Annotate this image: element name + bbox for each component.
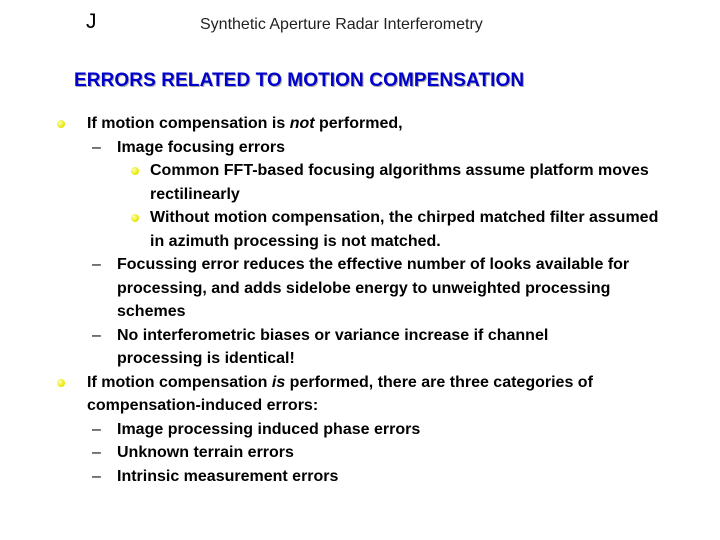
yellow-dot-icon xyxy=(57,379,65,387)
sub-item-text: Focussing error reduces the effective number of looks available for processing, and adds sidelobe energy to unweighted processing schemes xyxy=(117,256,630,320)
sub-item-text: Image focusing errors xyxy=(117,138,286,156)
yellow-dot-icon xyxy=(57,120,65,128)
yellow-dot-icon xyxy=(131,167,139,175)
bullet-motion-comp xyxy=(87,371,687,418)
sub-item-text: No interferometric biases or variance increase if channel processing is identical! xyxy=(117,326,549,367)
sub-item-focussing-error xyxy=(92,253,637,324)
sub-sub-item-text: Without motion compensation, the chirped matched filter assumed in azimuth processing is not matched. xyxy=(150,209,659,250)
bullet-text-em: not xyxy=(289,115,315,132)
bullet-no-motion-comp xyxy=(87,112,687,136)
bullet-text-post: performed, xyxy=(314,115,403,132)
header-title: Synthetic Aperture Radar Interferometry xyxy=(200,16,483,33)
sub-item-terrain-errors xyxy=(92,441,637,465)
sub-item-measurement-errors xyxy=(92,465,637,489)
sub-sub-item-chirped-filter xyxy=(150,206,660,253)
sub-item-text: Image processing induced phase errors xyxy=(117,420,421,438)
dash-icon: – xyxy=(92,467,101,485)
sub-item-text: Unknown terrain errors xyxy=(117,444,294,461)
dash-icon: – xyxy=(92,444,101,461)
dash-icon: – xyxy=(92,420,101,438)
sub-item-text: Intrinsic measurement errors xyxy=(117,467,339,485)
dash-icon: – xyxy=(92,256,101,273)
bullet-text-em: is xyxy=(271,373,286,391)
sub-sub-item-fft xyxy=(150,159,660,206)
dash-icon: – xyxy=(92,326,101,344)
slide-title: ERRORS RELATED TO MOTION COMPENSATION xyxy=(74,70,525,91)
bullet-text-pre: If motion compensation xyxy=(87,373,272,391)
sub-item-no-biases xyxy=(92,324,637,371)
bullet-text-post: performed, there are three categories of compensation-induced errors: xyxy=(87,373,593,414)
dash-icon: – xyxy=(92,138,101,156)
sub-sub-item-text: Common FFT-based focusing algorithms assume platform moves rectilinearly xyxy=(150,162,649,203)
bullet-text-pre: If motion compensation is xyxy=(87,115,290,132)
slide-content xyxy=(0,112,700,488)
sub-item-image-focusing xyxy=(92,136,637,160)
sub-item-phase-errors xyxy=(92,418,637,442)
yellow-dot-icon xyxy=(131,214,139,222)
header-mark: J xyxy=(86,10,97,33)
